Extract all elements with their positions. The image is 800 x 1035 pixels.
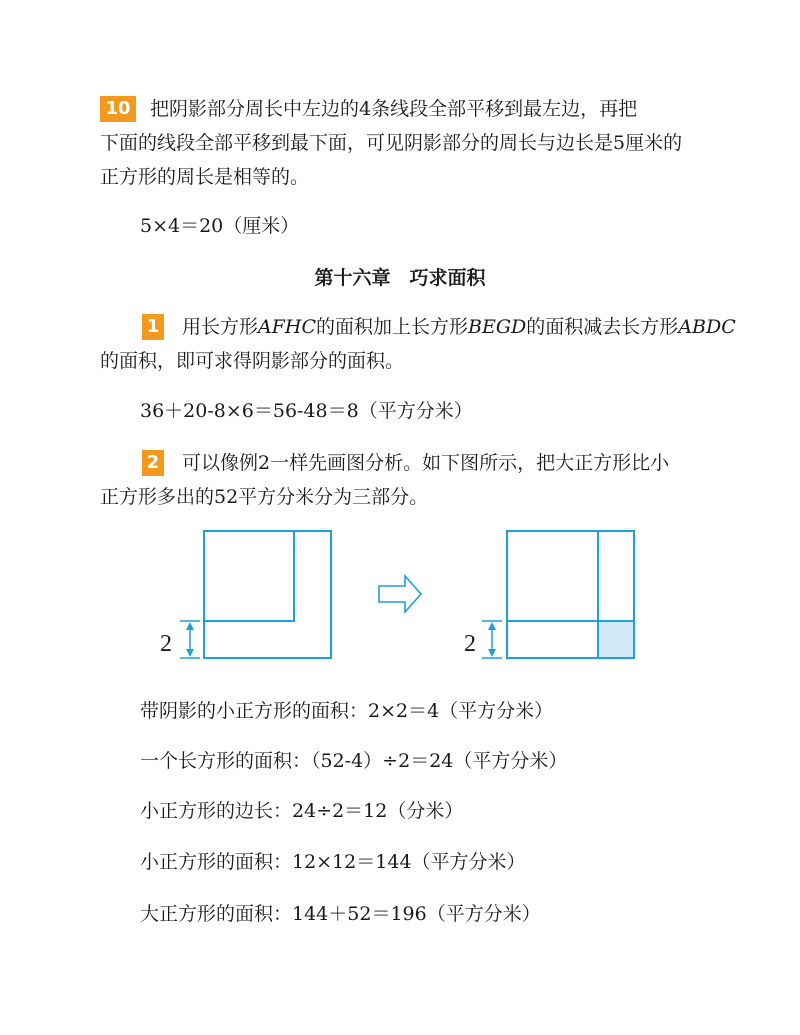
problem1-text-c: 的面积减去长方形 — [526, 316, 679, 338]
problem-number-badge: 2 — [142, 450, 164, 476]
step-line-1: 带阴影的小正方形的面积：2×2＝4（平方分米） — [140, 700, 554, 722]
step-line-5: 大正方形的面积：144＋52＝196（平方分米） — [140, 903, 541, 925]
problem2-line2: 正方形多出的52平方分米分为三部分。 — [100, 486, 429, 508]
step-line-4: 小正方形的面积：12×12＝144（平方分米） — [140, 851, 526, 873]
problem-number-badge: 1 — [142, 314, 164, 340]
shaded-small-square — [598, 621, 634, 658]
problem1-calc: 36＋20-8×6＝56-48＝8（平方分米） — [140, 400, 473, 422]
transform-arrow-icon — [379, 576, 421, 612]
dimension-label-right: 2 — [464, 631, 476, 657]
rect-name-begd: BEGD — [468, 316, 527, 338]
problem2-text-1: 可以像例2一样先画图分析。如下图所示，把大正方形比小 — [182, 452, 670, 474]
section10-text-1: 把阴影部分周长中左边的4条线段全部平移到最左边，再把 — [150, 98, 638, 120]
small-square-outline-left — [204, 531, 294, 621]
section10-calc: 5×4＝20（厘米） — [140, 215, 300, 237]
section10-line2: 下面的线段全部平移到最下面，可见阴影部分的周长与边长是5厘米的 — [100, 132, 683, 154]
problem1-line2: 的面积，即可求得阴影部分的面积。 — [100, 350, 405, 372]
rect-name-afhc: AFHC — [258, 316, 317, 338]
chapter-title: 第十六章 巧求面积 — [314, 267, 486, 289]
rect-name-abdc: ABDC — [678, 316, 736, 338]
problem-number-badge: 10 — [100, 96, 136, 122]
right-dimension — [482, 621, 502, 658]
left-figure — [204, 531, 331, 658]
step-line-2: 一个长方形的面积：（52-4）÷2＝24（平方分米） — [140, 750, 568, 772]
left-dimension — [180, 621, 200, 658]
step-line-3: 小正方形的边长：24÷2＝12（分米） — [140, 800, 464, 822]
section10-line3: 正方形的周长是相等的。 — [100, 166, 310, 188]
large-square-left — [204, 531, 331, 658]
problem1-text-a: 用长方形 — [182, 316, 259, 338]
problem1-text-b: 的面积加上长方形 — [316, 316, 469, 338]
dimension-label-left: 2 — [160, 631, 172, 657]
